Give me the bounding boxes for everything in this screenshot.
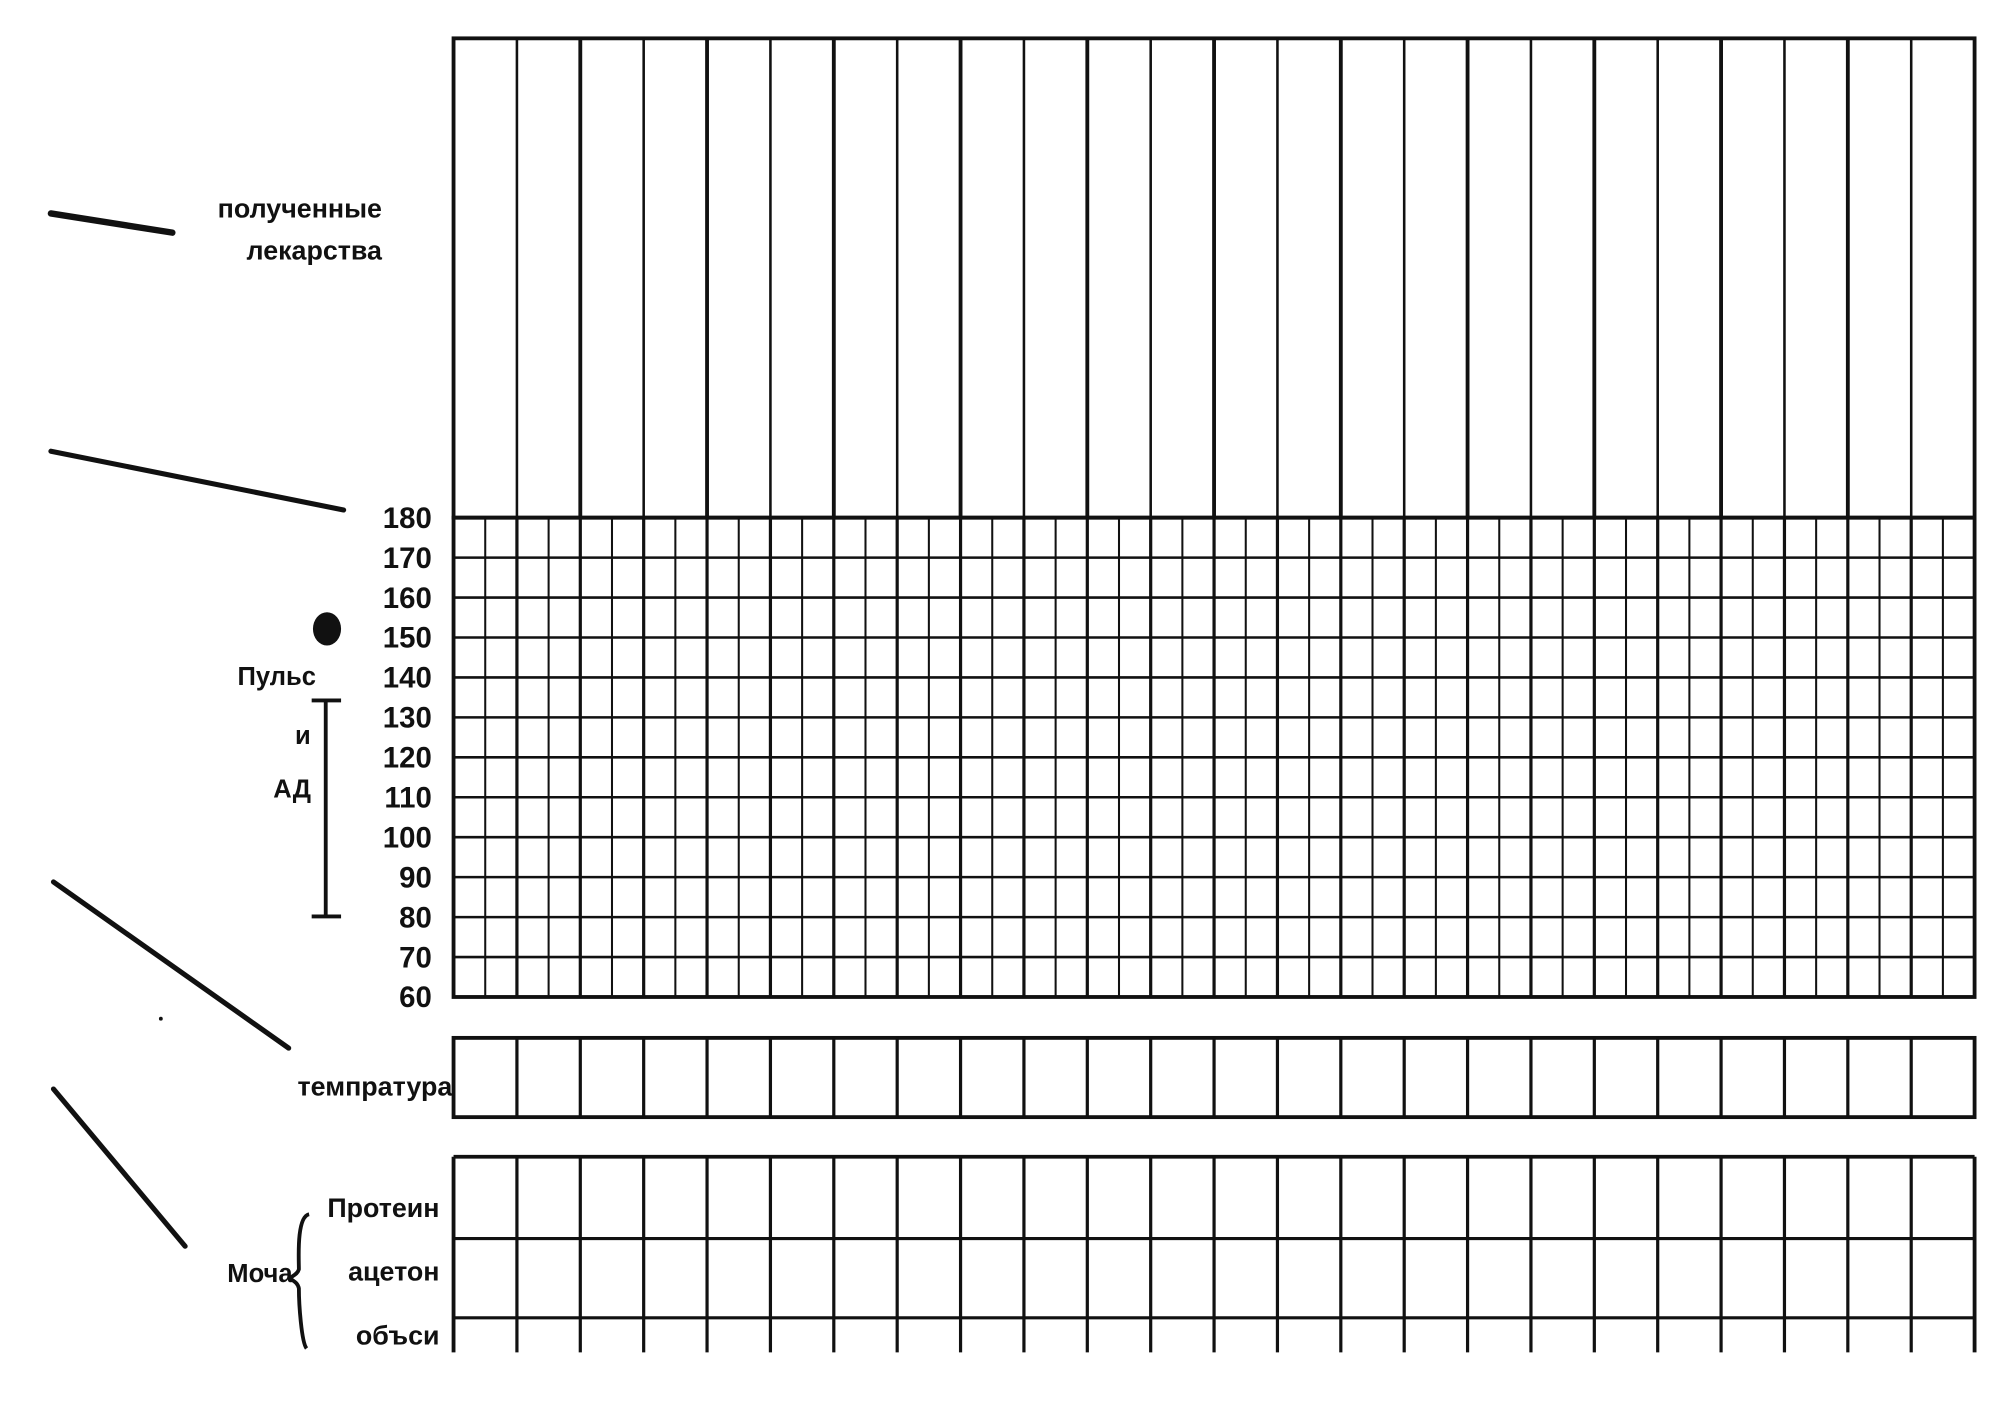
urine-label: Моча xyxy=(227,1260,293,1289)
temperature-label: темпратура xyxy=(297,1071,453,1102)
scale-tick-label: 150 xyxy=(382,621,432,655)
scale-tick-label: 70 xyxy=(399,941,432,975)
scale-tick-label: 60 xyxy=(399,981,432,1015)
scale-tick-label: 100 xyxy=(382,821,432,855)
urine-protein-label: Протеин xyxy=(327,1192,440,1223)
urine-brace-icon xyxy=(290,1214,309,1348)
scale-tick-label: 180 xyxy=(382,501,432,535)
scale-tick-label: 120 xyxy=(382,741,432,775)
bp-label: АД xyxy=(273,775,311,804)
scale-tick-label: 130 xyxy=(382,701,432,735)
medications-label-line2: лекарства xyxy=(246,235,382,266)
scale-tick-label: 170 xyxy=(382,541,432,575)
urine-acetone-label: ацетон xyxy=(348,1256,440,1287)
scale-tick-label: 90 xyxy=(399,861,432,895)
urine-volume-label: объси xyxy=(355,1320,440,1351)
scale-tick-label: 110 xyxy=(384,781,432,815)
medications-label-line1: полученные xyxy=(217,193,382,224)
temperature-grid xyxy=(454,1038,1975,1117)
blood-pressure-bracket-icon xyxy=(312,700,341,916)
pulse-label: Пульс xyxy=(237,663,316,692)
scale-tick-label: 160 xyxy=(382,581,432,615)
pulse-dot-icon xyxy=(313,612,341,645)
and-label: и xyxy=(295,721,311,750)
scale-tick-label: 80 xyxy=(399,901,432,935)
medications-grid xyxy=(454,38,1975,517)
urine-grid xyxy=(454,1157,1975,1353)
pulse-bp-grid xyxy=(454,518,1975,997)
pulse-bp-scale xyxy=(383,502,432,1014)
scale-tick-label: 140 xyxy=(382,661,432,695)
